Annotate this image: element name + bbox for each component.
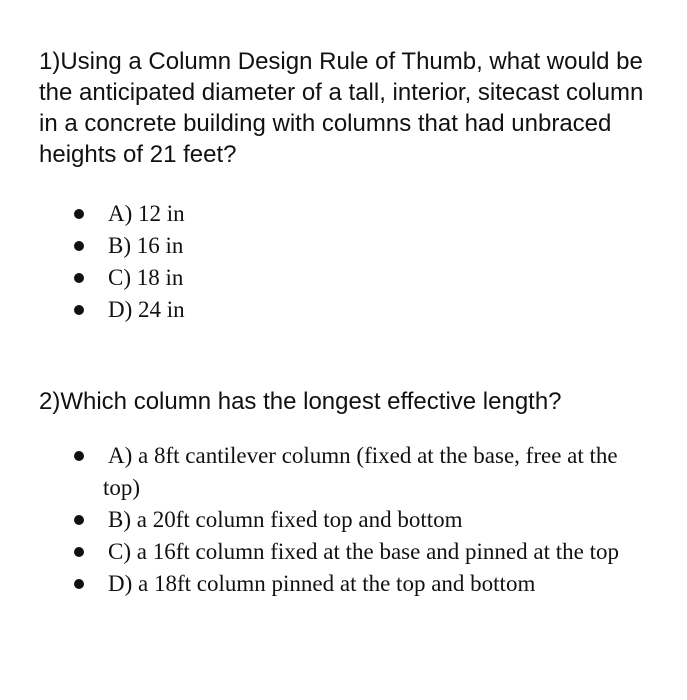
question-2-options: [0, 440, 650, 600]
question-1-option-a: [0, 198, 640, 230]
bullet-icon: [74, 515, 84, 525]
option-label: A) a 8ft cantilever column (fixed at the base, free at the top): [103, 443, 618, 500]
question-1-option-c: [0, 262, 640, 294]
bullet-icon: [74, 241, 84, 251]
option-label: D) 24 in: [108, 297, 185, 322]
question-1-options: [0, 198, 640, 326]
bullet-icon: [74, 579, 84, 589]
option-label: D) a 18ft column pinned at the top and bottom: [108, 571, 536, 596]
option-label: B) 16 in: [108, 233, 184, 258]
bullet-icon: [74, 273, 84, 283]
option-label: A) 12 in: [108, 201, 185, 226]
bullet-icon: [74, 451, 84, 461]
question-2-option-d: [0, 568, 650, 600]
bullet-icon: [74, 305, 84, 315]
question-2-option-a: [0, 440, 650, 504]
question-1-option-d: [0, 294, 640, 326]
option-label: C) a 16ft column fixed at the base and pinned at the top: [108, 539, 619, 564]
question-2-text: 2)Which column has the longest effective length?: [39, 388, 562, 415]
option-label: B) a 20ft column fixed top and bottom: [108, 507, 463, 532]
bullet-icon: [74, 209, 84, 219]
question-1-option-b: [0, 230, 640, 262]
question-1-text: 1)Using a Column Design Rule of Thumb, what would be the anticipated diameter of a tall, interior, sitecast column in a concrete building with columns that had unbraced heights of 21 feet?: [39, 48, 644, 168]
question-2-option-c: [0, 536, 650, 568]
bullet-icon: [74, 547, 84, 557]
option-label: C) 18 in: [108, 265, 184, 290]
question-2-option-b: [0, 504, 650, 536]
